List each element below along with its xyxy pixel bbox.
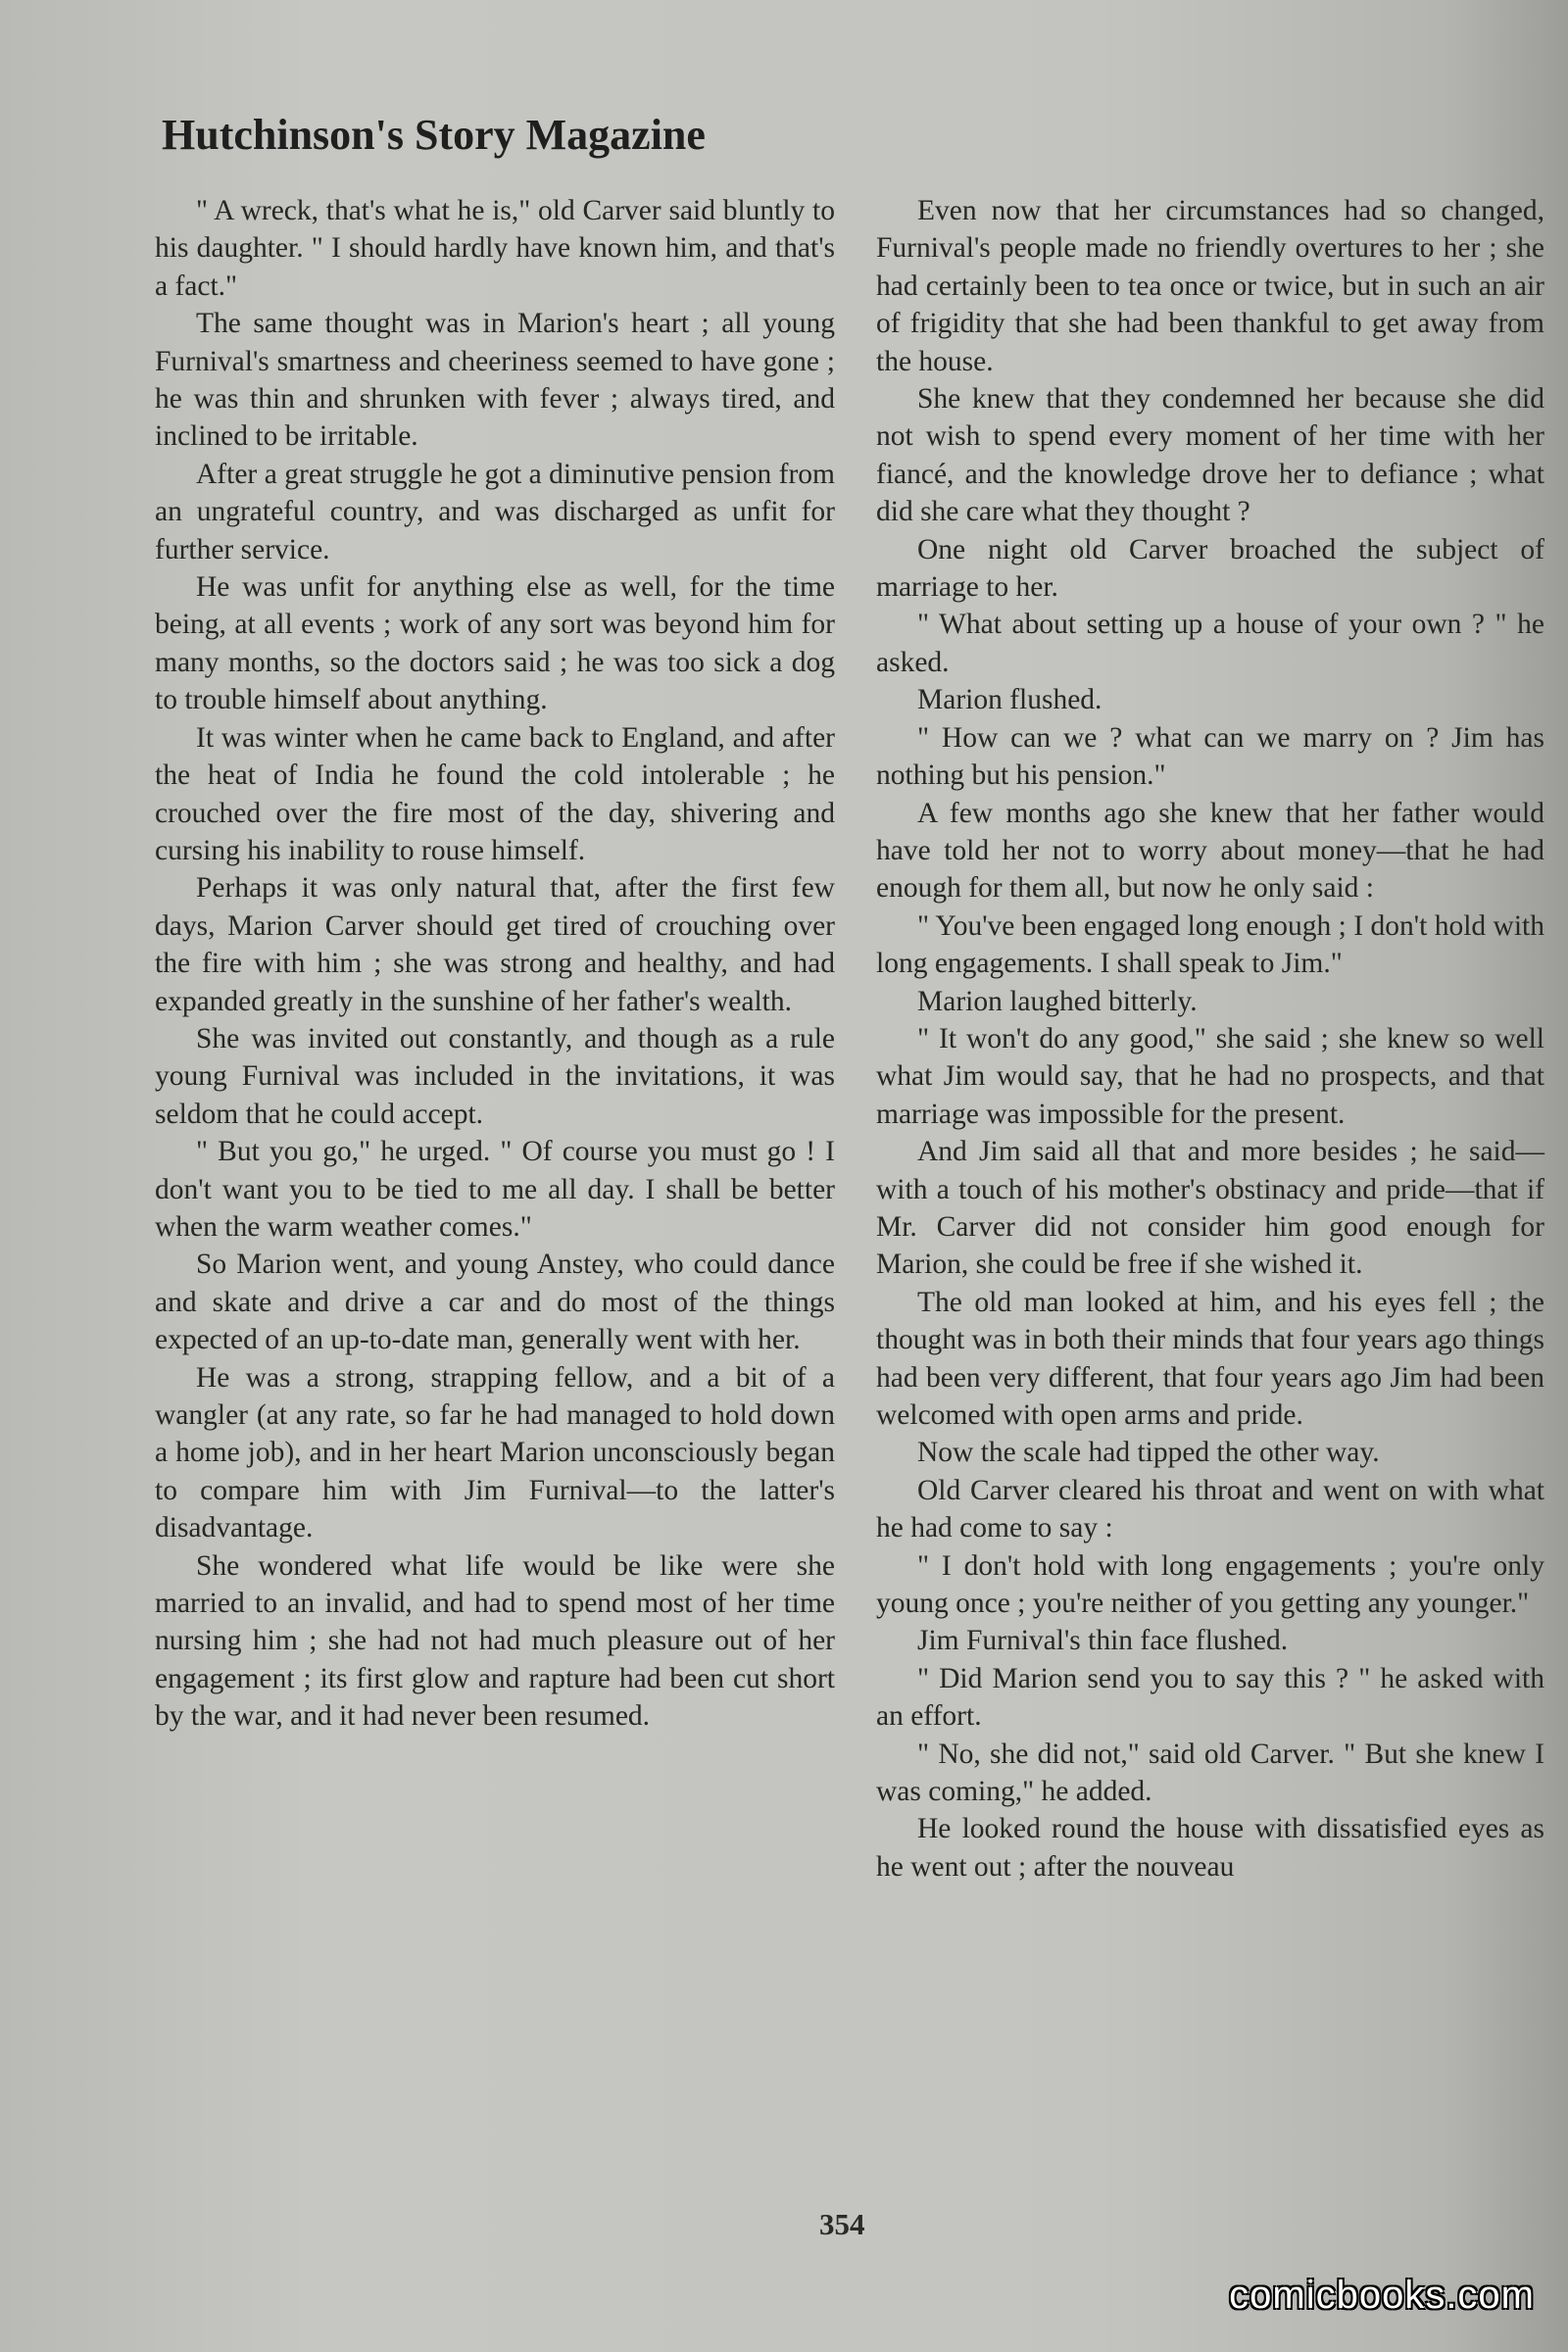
paragraph: Perhaps it was only natural that, after the first few days, Marion Carver should get tired of crouching over the fire with him ; she was strong and healthy, and had expanded greatly in the sunshine of her father's wealth. bbox=[155, 872, 835, 1017]
paragraph: So Marion went, and young Anstey, who could dance and skate and drive a car and do most of the things expected of an up-to-date man, generally went with her. bbox=[155, 1249, 835, 1356]
paragraph: The same thought was in Marion's heart ; all young Furnival's smartness and cheeriness seemed to have gone ; he was thin and shrunken with fever ; always tired, and inclined to be irritable. bbox=[155, 308, 835, 453]
paragraph: He looked round the house with dissatisfied eyes as he went out ; after the nouveau bbox=[876, 1813, 1544, 1883]
paragraph: After a great struggle he got a diminutive pension from an ungrateful country, and was discharged as unfit for further service. bbox=[155, 458, 835, 565]
paragraph: " You've been engaged long enough ; I don't hold with long engagements. I shall speak to Jim." bbox=[876, 909, 1544, 980]
page-number: 354 bbox=[819, 2207, 865, 2241]
paragraph: The old man looked at him, and his eyes fell ; the thought was in both their minds that four years ago things had been very different, that four years ago Jim had been welcomed with open arms and pride. bbox=[876, 1286, 1544, 1431]
right-text-column bbox=[876, 192, 1544, 1886]
paragraph: Marion laughed bitterly. bbox=[917, 985, 1198, 1017]
paragraph: He was a strong, strapping fellow, and a bit of a wangler (at any rate, so far he had managed to hold down a home job), and in her heart Marion unconsciously began to compare him with Jim Furnival—to the latter's disadvantage. bbox=[155, 1361, 835, 1544]
paragraph: One night old Carver broached the subject of marriage to her. bbox=[876, 533, 1544, 604]
paragraph: " But you go," he urged. " Of course you must go ! I don't want you to be tied to me all day. I shall be better when the warm weather comes." bbox=[155, 1136, 835, 1243]
paragraph: Even now that her circumstances had so changed, Furnival's people made no friendly overtures to her ; she had certainly been to tea once or twice, but in such an air of frigidity that she had been thankful to get away from the house. bbox=[876, 195, 1544, 377]
paragraph: " Did Marion send you to say this ? " he asked with an effort. bbox=[876, 1662, 1544, 1733]
running-head-title: Hutchinson's Story Magazine bbox=[162, 111, 706, 159]
paragraph: Old Carver cleared his throat and went on with what he had come to say : bbox=[876, 1474, 1544, 1544]
paragraph: Jim Furnival's thin face flushed. bbox=[917, 1625, 1289, 1657]
paragraph: It was winter when he came back to England, and after the heat of India he found the cold intolerable ; he crouched over the fire most of the day, shivering and cursing his inability to rouse himself. bbox=[155, 721, 835, 866]
paragraph: She knew that they condemned her because she did not wish to spend every moment of her time with her fiancé, and the knowledge drove her to defiance ; what did she care what they thought ? bbox=[876, 383, 1544, 528]
paragraph: She wondered what life would be like were she married to an invalid, and had to spend most of her time nursing him ; she had not had much pleasure out of her engagement ; its first glow and rapture had been cut short by the war, and it had never been resumed. bbox=[155, 1549, 835, 1733]
paragraph: And Jim said all that and more besides ; he said—with a touch of his mother's obstinacy and pride—that if Mr. Carver did not consider him good enough for Marion, she could be free if she wished it. bbox=[876, 1136, 1544, 1281]
paragraph: " I don't hold with long engagements ; you're only young once ; you're neither of you getting any younger." bbox=[876, 1549, 1544, 1620]
paragraph: Marion flushed. bbox=[917, 684, 1102, 716]
paragraph: " A wreck, that's what he is," old Carver said bluntly to his daughter. " I should hardly have known him, and that's a fact." bbox=[155, 195, 835, 302]
paragraph: " How can we ? what can we marry on ? Jim has nothing but his pension." bbox=[876, 721, 1544, 792]
site-watermark: comicbooks.com bbox=[1229, 2274, 1535, 2317]
paragraph: " What about setting up a house of your own ? " he asked. bbox=[876, 609, 1544, 678]
paragraph: Now the scale had tipped the other way. bbox=[917, 1437, 1380, 1469]
left-text-column bbox=[155, 192, 835, 1736]
paragraph: A few months ago she knew that her father would have told her not to worry about money—that he had enough for them all, but now he only said : bbox=[876, 797, 1544, 905]
paragraph: " It won't do any good," she said ; she knew so well what Jim would say, that he had no prospects, and that marriage was impossible for the present. bbox=[876, 1022, 1544, 1130]
paragraph: He was unfit for anything else as well, for the time being, at all events ; work of any sort was beyond him for many months, so the doctors said ; he was too sick a dog to trouble himself about anything. bbox=[155, 571, 835, 716]
paragraph: She was invited out constantly, and though as a rule young Furnival was included in the invitations, it was seldom that he could accept. bbox=[155, 1022, 835, 1130]
paragraph: " No, she did not," said old Carver. " But she knew I was coming," he added. bbox=[876, 1738, 1544, 1808]
